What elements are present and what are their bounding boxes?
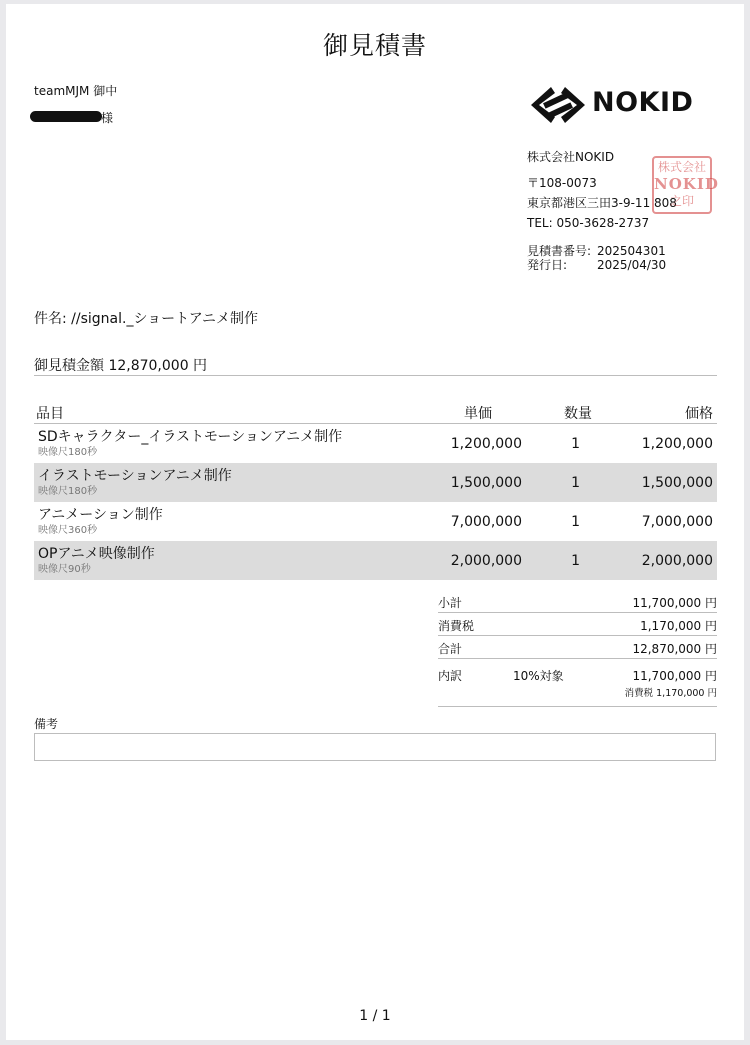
header-unit-price: 単価: [438, 403, 526, 424]
notes-label: 備考: [34, 717, 59, 731]
summary-divider: [438, 706, 717, 707]
breakdown-tax: 消費税 1,170,000 円: [624, 688, 717, 699]
item-quantity: 1: [571, 435, 580, 452]
item-duration: 映像尺180秒: [38, 486, 98, 497]
item-price: 2,000,000: [600, 541, 717, 580]
items-header-row: [34, 403, 717, 424]
item-name: アニメーション制作: [38, 507, 163, 523]
items-table: [34, 403, 717, 580]
document-title: 御見積書: [322, 31, 427, 60]
tax-breakdown: [438, 659, 717, 699]
table-row: [34, 502, 717, 541]
header-item: 品目: [34, 403, 438, 424]
table-row: [34, 463, 717, 502]
summary-block: [438, 590, 717, 699]
estimate-number-label: 見積書番号:: [527, 244, 592, 258]
breakdown-label: 内訳: [438, 669, 463, 683]
redacted-name: [30, 111, 102, 122]
header-price: 価格: [600, 403, 717, 424]
item-quantity: 1: [526, 463, 600, 502]
company-logo: [529, 84, 719, 126]
header-quantity: 数量: [526, 403, 600, 424]
table-row: [34, 541, 717, 580]
subject-line: 件名: //signal._ショートアニメ制作: [34, 311, 259, 327]
item-price: 1,200,000: [641, 435, 713, 452]
tax-label: 消費税: [438, 619, 475, 633]
subtotal-value: 11,700,000 円: [632, 596, 717, 610]
item-name: イラストモーションアニメ制作: [38, 468, 232, 484]
breakdown-target: 10%対象: [513, 669, 564, 683]
grand-total-value: 12,870,000 円: [632, 642, 717, 656]
issue-date-label: 発行日:: [527, 258, 568, 272]
subtotal-row: [438, 590, 717, 613]
issuer-tel: TEL: 050-3628-2737: [527, 216, 650, 230]
estimate-number: 202504301: [597, 244, 666, 258]
item-unit-price: 2,000,000: [438, 541, 526, 580]
item-name: SDキャラクター_イラストモーションアニメ制作: [38, 429, 343, 445]
item-name: OPアニメ映像制作: [38, 546, 155, 562]
estimate-total-amount: 御見積金額 12,870,000 円: [34, 358, 208, 374]
item-duration: 映像尺180秒: [38, 447, 98, 458]
tax-value: 1,170,000 円: [640, 619, 717, 633]
item-unit-price: 1,200,000: [450, 435, 522, 452]
issuer-postal: 〒108-0073: [527, 176, 597, 190]
nokid-logo-icon: [529, 84, 587, 126]
subtotal-label: 小計: [438, 596, 463, 610]
item-price: 1,500,000: [600, 463, 717, 502]
tax-row: [438, 613, 717, 636]
item-duration: 映像尺90秒: [38, 564, 91, 575]
recipient-line: teamMJM 御中: [34, 84, 118, 98]
issuer-address: 東京都港区三田3-9-11 808: [527, 196, 677, 210]
grand-total-label: 合計: [438, 642, 463, 656]
grand-total-row: [438, 636, 717, 659]
table-row: [34, 424, 717, 464]
logo-text: NOKID: [592, 87, 694, 118]
estimate-meta: [527, 244, 667, 272]
item-quantity: 1: [526, 541, 600, 580]
issue-date: 2025/04/30: [597, 258, 667, 272]
item-quantity: 1: [571, 513, 580, 530]
recipient-suffix: 様: [101, 111, 114, 125]
company-seal-stamp: 株式会社 NOKID 之印: [652, 156, 712, 214]
total-divider: [34, 375, 717, 376]
item-unit-price: 1,500,000: [438, 463, 526, 502]
page-indicator: 1 / 1: [359, 1008, 391, 1024]
issuer-name: 株式会社NOKID: [527, 150, 615, 164]
item-duration: 映像尺360秒: [38, 525, 98, 536]
breakdown-value: 11,700,000 円: [632, 669, 717, 683]
item-price: 7,000,000: [641, 513, 713, 530]
item-unit-price: 7,000,000: [450, 513, 522, 530]
notes-box: [34, 733, 716, 761]
